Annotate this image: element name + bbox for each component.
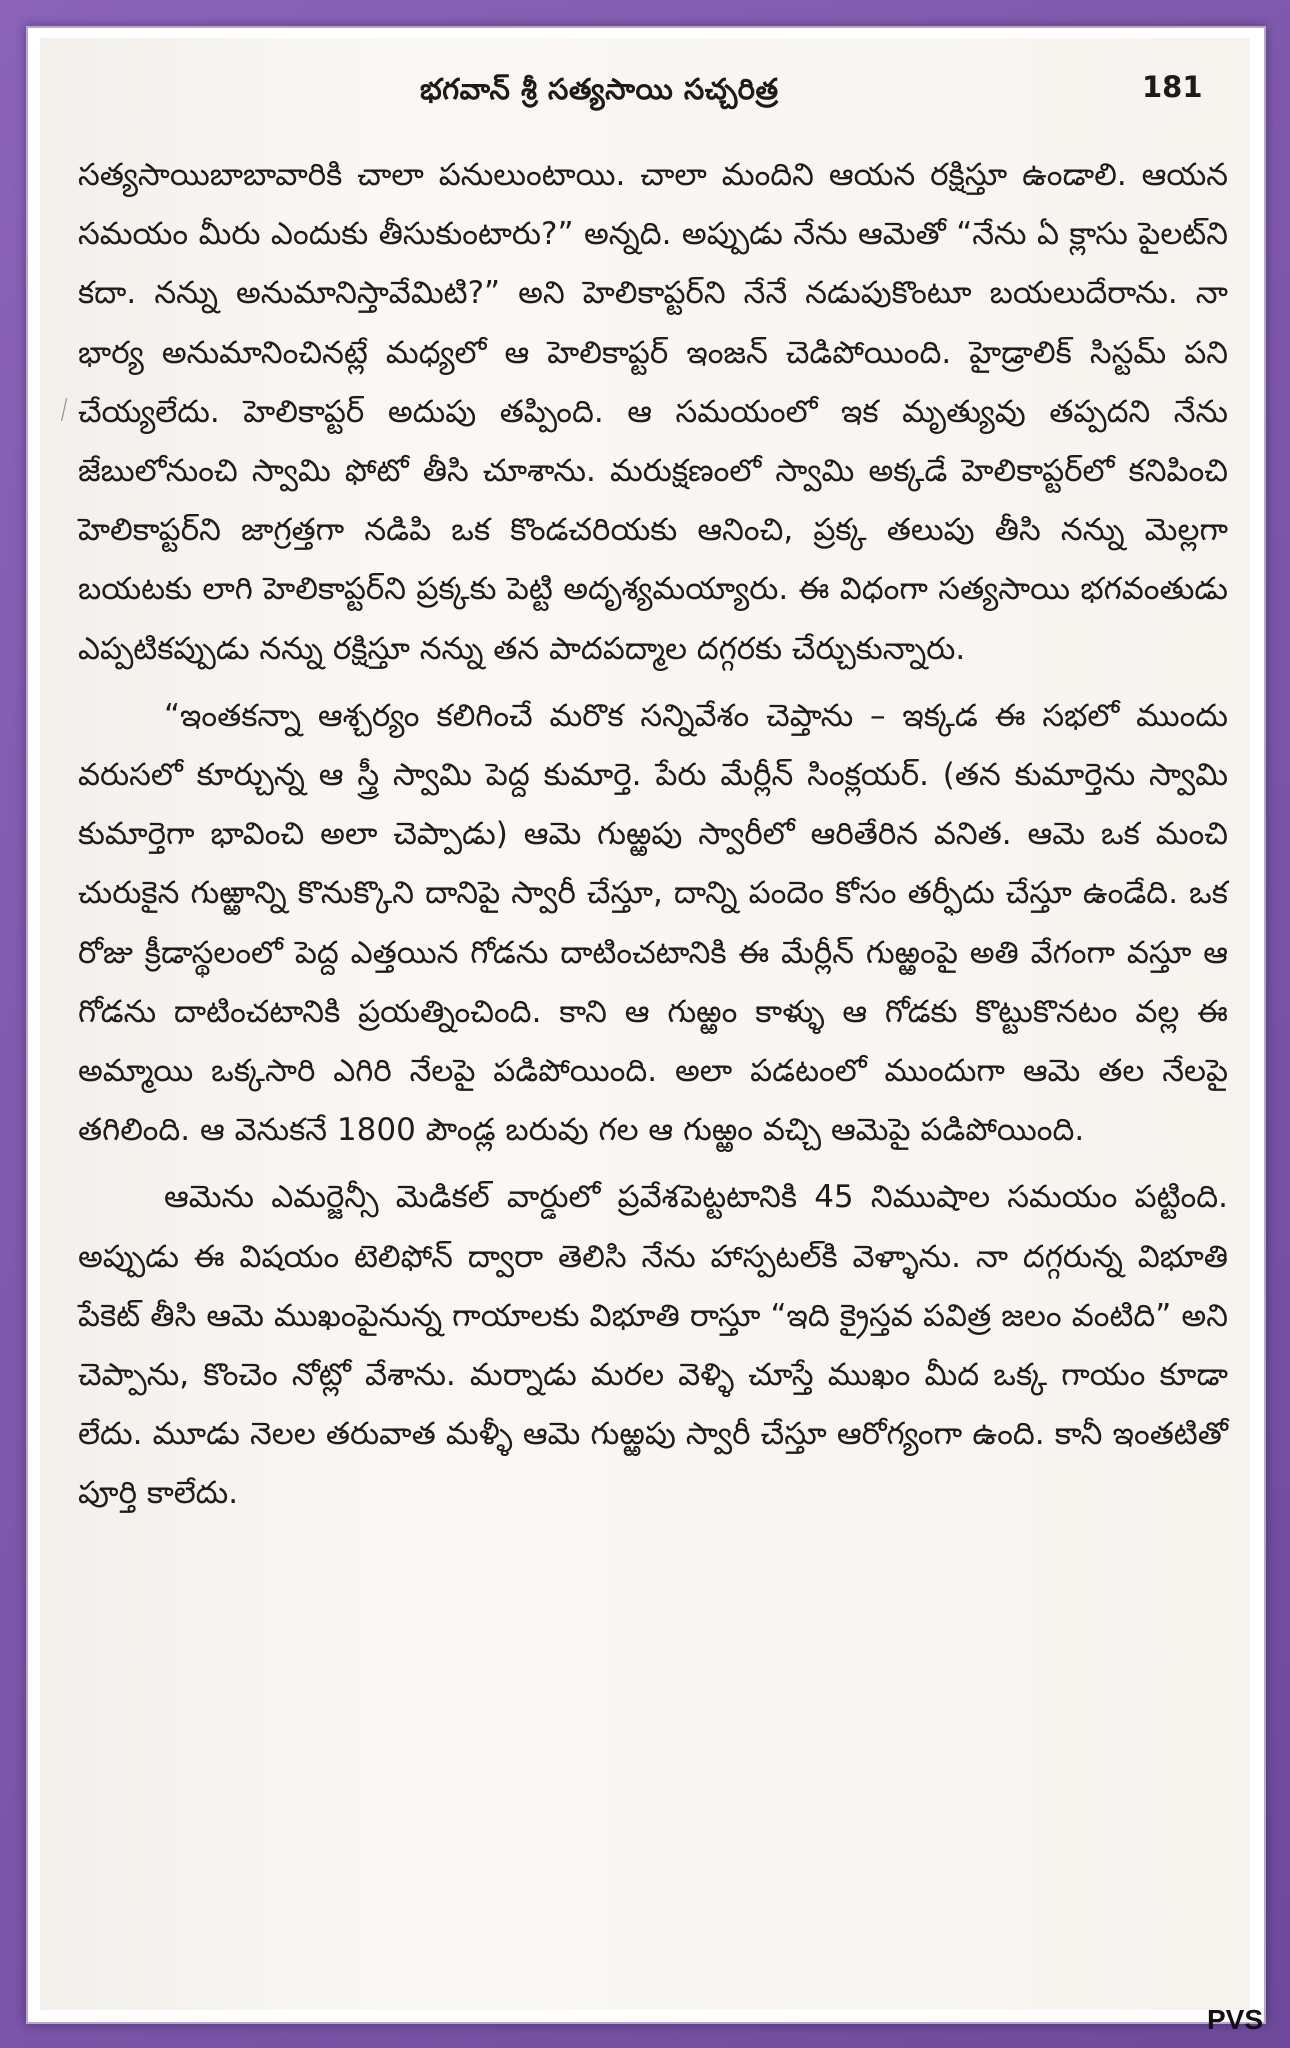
pencil-mark: ⟋ <box>50 393 79 427</box>
paragraph: ఆమెను ఎమర్జెన్సీ మెడికల్ వార్డులో ప్రవేశపెట్టటానికి 45 నిముషాల సమయం పట్టింది. అప్పుడు ఈ విషయం టెలిఫోన్ ద్వారా తెలిసి నేను హాస్పటల్‌కి వెళ్ళాను. నా దగ్గరున్న విభూతి పేకెట్ తీసి ఆమె ముఖంపైనున్న గాయాలకు విభూతి రాస్తూ “ఇది క్రైస్తవ పవిత్ర జలం వంటిది” అని చెప్పాను, కొంచెం నోట్లో వేశాను. మర్నాడు మరల వెళ్ళి చూస్తే ముఖం మీద ఒక్క గాయం కూడా లేదు. మూడు నెలల తరువాత మళ్ళీ ఆమె గుఱ్ఱపు స్వారీ చేస్తూ ఆరోగ్యంగా ఉంది. కానీ ఇంతటితో పూర్తి కాలేదు. <box>78 1179 1228 1512</box>
paragraph: “ఇంతకన్నా ఆశ్చర్యం కలిగించే మరొక సన్నివేశం చెప్తాను – ఇక్కడ ఈ సభలో ముందు వరుసలో కూర్చున్న ఆ స్త్రీ స్వామి పెద్ద కుమార్తె. పేరు మేర్లీన్ సింక్లయర్. (తన కుమార్తెను స్వామి కుమార్తెగా భావించి అలా చెప్పాడు) ఆమె గుఱ్ఱపు స్వారీలో ఆరితేరిన వనిత. ఆమె ఒక మంచి చురుకైన గుఱ్ఱాన్ని కొనుక్కొని దానిపై స్వారీ చేస్తూ, దాన్ని పందెం కోసం తర్ఫీదు చేస్తూ ఉండేది. ఒక రోజు క్రీడాస్థలంలో పెద్ద ఎత్తయిన గోడను దాటించటానికి ఈ మేర్లీన్ గుఱ్ఱంపై అతి వేగంగా వస్తూ ఆ గోడను దాటించటానికి ప్రయత్నించింది. కాని ఆ గుఱ్ఱం కాళ్ళు ఆ గోడకు కొట్టుకొనటం వల్ల ఈ అమ్మాయి ఒక్కసారి ఎగిరి నేలపై పడిపోయింది. అలా పడటంలో ముందుగా ఆమె తల నేలపై తగిలింది. ఆ వెనుకనే 1800 పౌండ్ల బరువు గల ఆ గుఱ్ఱం వచ్చి ఆమెపై పడిపోయింది. <box>78 697 1228 1149</box>
running-title: భగవాన్ శ్రీ సత్యసాయి సచ్చరిత్ర <box>420 72 779 106</box>
body-text <box>78 146 1228 1524</box>
book-page <box>40 38 1264 2035</box>
watermark: PVS <box>1207 2004 1264 2035</box>
page-number: 181 <box>1142 70 1203 104</box>
paragraph: సత్యసాయిబాబావారికి చాలా పనులుంటాయి. చాలా మందిని ఆయన రక్షిస్తూ ఉండాలి. ఆయన సమయం మీరు ఎందుకు తీసుకుంటారు?” అన్నది. అప్పుడు నేను ఆమెతో “నేను ఏ క్లాసు పైలట్‌ని కదా. నన్ను అనుమానిస్తావేమిటి?” అని హెలికాప్టర్‌ని నేనే నడుపుకొంటూ బయలుదేరాను. నా భార్య అనుమానించినట్లే మధ్యలో ఆ హెలికాప్టర్ ఇంజన్ చెడిపోయింది. హైడ్రాలిక్ సిస్టమ్ పని చేయ్యలేదు. హెలికాప్టర్ అదుపు తప్పింది. ఆ సమయంలో ఇక మృత్యువు తప్పదని నేను జేబులోనుంచి స్వామి ఫోటో తీసి చూశాను. మరుక్షణంలో స్వామి అక్కడే హెలికాప్టర్‌లో కనిపించి హెలికాప్టర్‌ని జాగ్రత్తగా నడిపి ఒక కొండచరియకు ఆనించి, ప్రక్క తలుపు తీసి నన్ను మెల్లగా బయటకు లాగి హెలికాప్టర్‌ని ప్రక్కకు పెట్టి అదృశ్యమయ్యారు. ఈ విధంగా సత్యసాయి భగవంతుడు ఎప్పటికప్పుడు నన్ను రక్షిస్తూ నన్ను తన పాదపద్మాల దగ్గరకు చేర్చుకున్నారు. <box>78 157 1228 667</box>
page-header <box>40 66 1250 126</box>
